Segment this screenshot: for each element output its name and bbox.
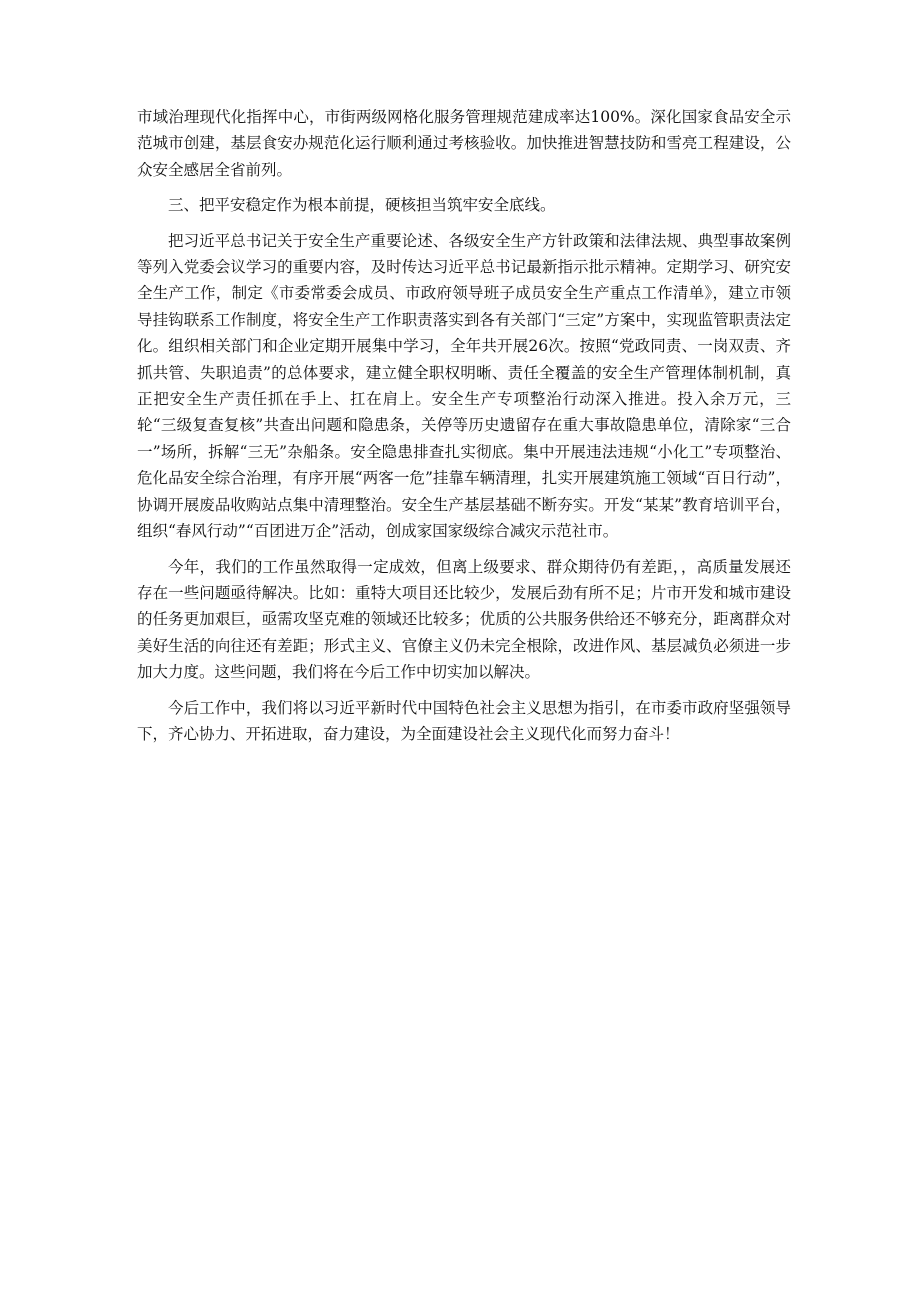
paragraph-continuation: 市域治理现代化指挥中心，市街两级网格化服务管理规范建成率达100%。深化国家食品安全示范城市创建，基层食安办规范化运行顺利通过考核验收。加快推进智慧技防和雪亮工程建设，公众安全感居全省前列。 bbox=[137, 108, 791, 179]
paragraph-safety-production: 把习近平总书记关于安全生产重要论述、各级安全生产方针政策和法律法规、典型事故案例等列入党委会议学习的重要内容，及时传达习近平总书记最新指示批示精神。定期学习、研究安全生产工作，制定《市委常委会成员、市政府领导班子成员安全生产重点工作清单》，建立市领导挂钩联系工作制度，将安全生产工作职责落实到各有关部门“三定”方案中，实现监管职责法定化。组织相关部门和企业定期开展集中学习，全年共开展26次。按照“党政同责、一岗双责、齐抓共管、失职追责”的总体要求，建立健全职权明晰、责任全覆盖的安全生产管理体制机制，真正把安全生产责任抓在手上、扛在肩上。安全生产专项整治行动深入推进。投入余万元，三轮“三级复查复核”共查出问题和隐患条，关停等历史遗留存在重大事故隐患单位，清除家“三合一”场所，拆解“三无”杂船条。安全隐患排查扎实彻底。集中开展违法违规“小化工”专项整治、危化品安全综合治理，有序开展“两客一危”挂靠车辆清理，扎实开展建筑施工领域“百日行动”，协调开展废品收购站点集中清理整治。安全生产基层基础不断夯实。开发“某某”教育培训平台，组织“春风行动”“百团进万企”活动，创成家国家级综合减灾示范社市。 bbox=[137, 231, 791, 541]
paragraph-closing: 今后工作中，我们将以习近平新时代中国特色社会主义思想为指引，在市委市政府坚强领导下，齐心协力、开拓进取，奋力建设，为全面建设社会主义现代化而努力奋斗！ bbox=[137, 698, 791, 743]
document-page bbox=[137, 104, 791, 747]
section-heading: 三、把平安稳定作为根本前提，硬核担当筑牢安全底线。 bbox=[168, 196, 556, 215]
paragraph-problems: 今年，我们的工作虽然取得一定成效，但离上级要求、群众期待仍有差距，，高质量发展还存在一些问题亟待解决。比如：重特大项目还比较少，发展后劲有所不足；片市开发和城市建设的任务更加艰巨，亟需攻坚克难的领域还比较多；优质的公共服务供给还不够充分，距离群众对美好生活的向往还有差距；形式主义、官僚主义仍未完全根除，改进作风、基层减负必须进一步加大力度。这些问题，我们将在今后工作中切实加以解决。 bbox=[137, 557, 791, 682]
